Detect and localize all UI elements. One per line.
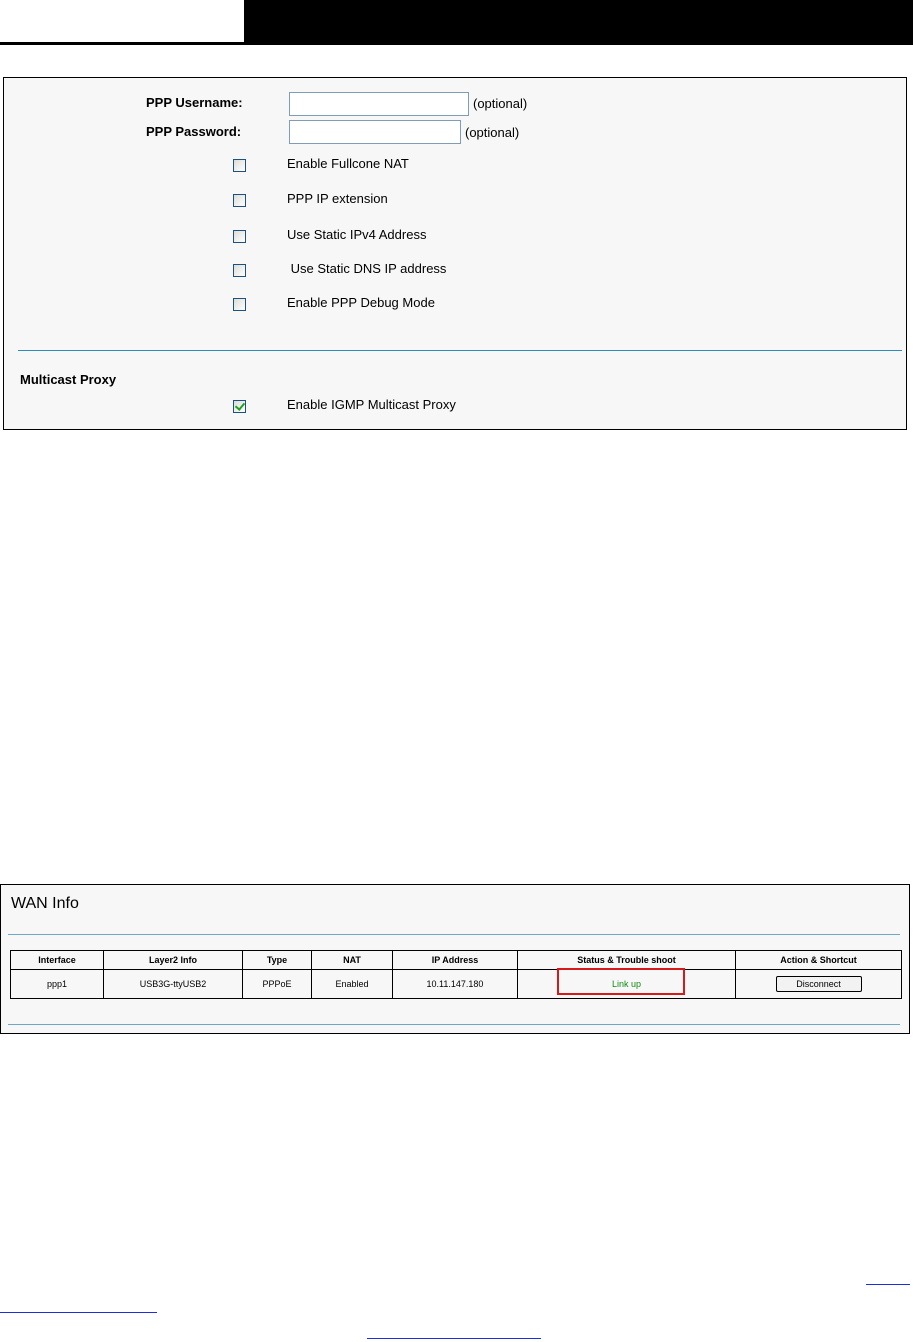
status-link-up[interactable]: Link up <box>611 979 642 989</box>
igmp-proxy-label: Enable IGMP Multicast Proxy <box>287 397 456 412</box>
disconnect-button[interactable]: Disconnect <box>776 976 862 992</box>
header-rule <box>0 42 913 45</box>
ppp-ip-extension-label: PPP IP extension <box>287 191 388 206</box>
link-underline-1[interactable] <box>866 1284 910 1285</box>
static-dns-label: Use Static DNS IP address <box>287 261 447 276</box>
header-bar <box>244 0 913 42</box>
cell-interface: ppp1 <box>11 970 104 999</box>
col-action: Action & Shortcut <box>736 951 902 970</box>
wan-info-table <box>10 950 902 999</box>
link-underline-2[interactable] <box>0 1312 157 1313</box>
static-dns-checkbox[interactable] <box>233 264 246 277</box>
ppp-username-label: PPP Username: <box>146 95 243 110</box>
igmp-proxy-checkbox[interactable] <box>233 400 246 413</box>
static-ipv4-label: Use Static IPv4 Address <box>287 227 427 242</box>
col-interface: Interface <box>11 951 104 970</box>
multicast-proxy-title: Multicast Proxy <box>20 372 117 387</box>
table-row <box>11 970 902 999</box>
section-divider <box>18 350 902 351</box>
wan-title-rule <box>8 934 900 935</box>
col-layer2-info: Layer2 Info <box>104 951 243 970</box>
status-highlight-box <box>557 968 685 995</box>
username-optional-note: (optional) <box>473 96 528 111</box>
col-status: Status & Trouble shoot <box>518 951 736 970</box>
ppp-debug-checkbox[interactable] <box>233 298 246 311</box>
ppp-ip-extension-checkbox[interactable] <box>233 194 246 207</box>
static-ipv4-checkbox[interactable] <box>233 230 246 243</box>
cell-ip-address: 10.11.147.180 <box>393 970 518 999</box>
cell-layer2-info: USB3G-ttyUSB2 <box>104 970 243 999</box>
fullcone-nat-label: Enable Fullcone NAT <box>287 156 409 171</box>
password-optional-note: (optional) <box>465 125 520 140</box>
col-type: Type <box>243 951 312 970</box>
cell-type: PPPoE <box>243 970 312 999</box>
ppp-password-input[interactable] <box>289 120 461 144</box>
col-ip-address: IP Address <box>393 951 518 970</box>
ppp-debug-label: Enable PPP Debug Mode <box>287 295 435 310</box>
cell-nat: Enabled <box>312 970 393 999</box>
ppp-password-label: PPP Password: <box>146 124 242 139</box>
wan-info-title: WAN Info <box>11 895 79 912</box>
fullcone-nat-checkbox[interactable] <box>233 159 246 172</box>
ppp-username-input[interactable] <box>289 92 469 116</box>
table-header-row <box>11 951 902 970</box>
link-underline-3[interactable] <box>367 1338 541 1339</box>
col-nat: NAT <box>312 951 393 970</box>
cell-action <box>736 970 902 999</box>
wan-bottom-rule <box>8 1024 900 1025</box>
